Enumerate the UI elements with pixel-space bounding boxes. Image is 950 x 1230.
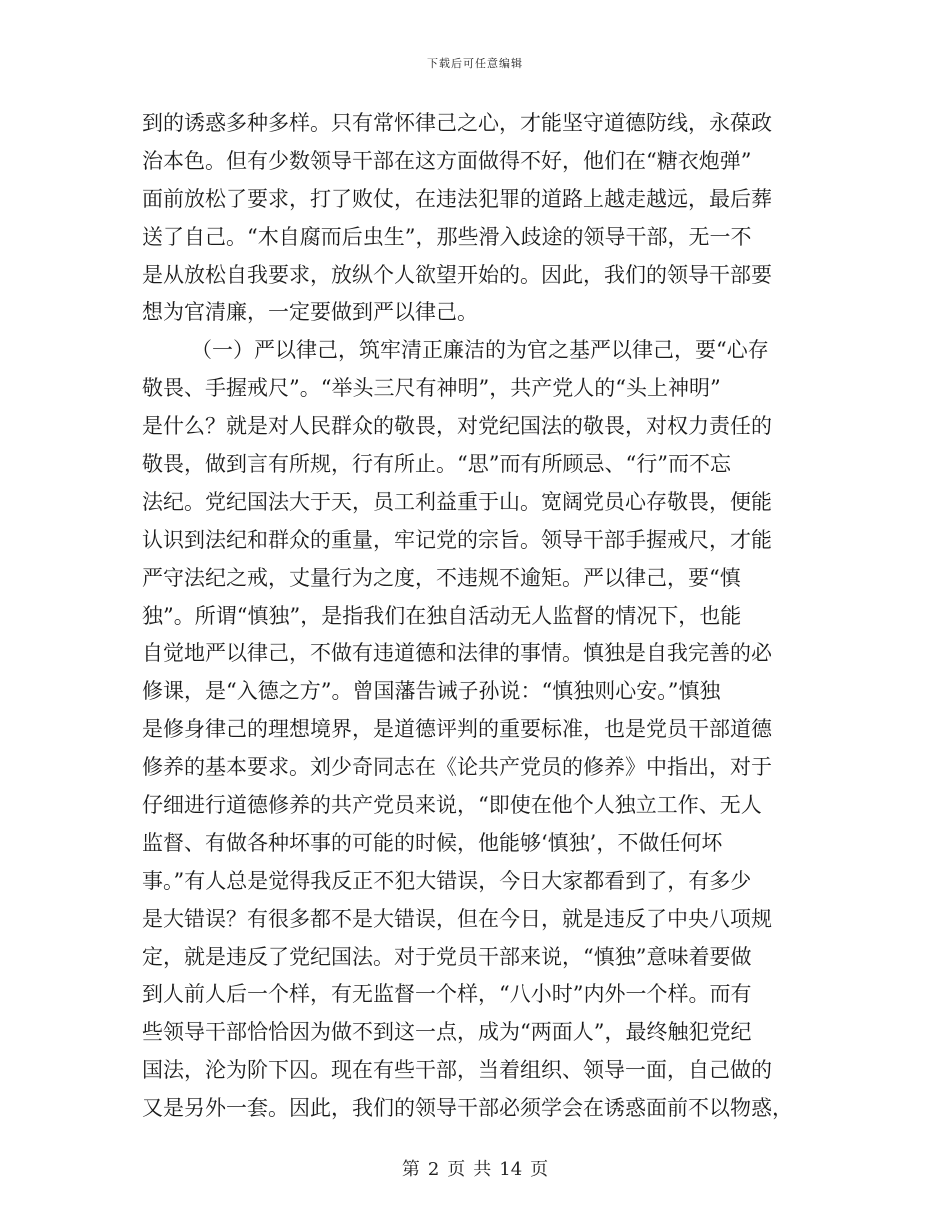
body-text <box>142 105 812 1128</box>
footer-gong: 共 <box>473 1159 492 1180</box>
total-pages: 14 <box>499 1159 523 1180</box>
text-line: 独”。所谓“慎独”，是指我们在独自活动无人监督的情况下，也能 <box>142 603 742 628</box>
text-line: 是从放松自我要求，放纵个人欲望开始的。因此，我们的领导干部要 <box>142 262 772 287</box>
text-line: 到的诱惑多种多样。只有常怀律己之心，才能坚守道德防线，永葆政 <box>142 111 772 135</box>
section-heading-line: （一）严以律己，筑牢清正廉洁的为官之基严以律己，要“心存 <box>191 338 769 363</box>
text-line: 自觉地严以律己，不做有违道德和法律的事情。慎独是自我完善的必 <box>142 641 772 666</box>
footer-ye: 页 <box>447 1159 466 1180</box>
text-line: 是大错误？有很多都不是大错误，但在今日，就是违反了中央八项规 <box>142 906 772 931</box>
text-line: 治本色。但有少数领导干部在这方面做得不好，他们在“糖衣炮弹” <box>142 148 752 173</box>
text-line: 送了自己。“木自腐而后虫生”，那些滑入歧途的领导干部，无一不 <box>142 224 752 249</box>
text-line: 些领导干部恰恰因为做不到这一点，成为“两面人”，最终触犯党纪 <box>142 1020 752 1045</box>
text-line: 仔细进行道德修养的共产党员来说，“即使在他个人独立工作、无人 <box>142 793 762 818</box>
text-line: 又是另外一套。因此，我们的领导干部必须学会在诱惑面前不以物惑， <box>142 1096 793 1121</box>
text-line: 法纪。党纪国法大于天，员工利益重于山。宽阔党员心存敬畏，便能 <box>142 489 772 514</box>
text-line: 是修身律己的理想境界，是道德评判的重要标准，也是党员干部道德 <box>142 717 772 742</box>
text-line: 敬畏，做到言有所规，行有所止。“思”而有所顾忌、“行”而不忘 <box>142 452 731 477</box>
header-note: 下载后可任意编辑 <box>427 57 523 70</box>
text-line: 想为官清廉，一定要做到严以律己。 <box>142 300 478 325</box>
footer-di: 第 <box>401 1159 420 1180</box>
text-line: 严守法纪之戒，丈量行为之度，不违规不逾矩。严以律己，要“慎 <box>142 565 741 590</box>
text-line: 定，就是违反了党纪国法。对于党员干部来说，“慎独”意味着要做 <box>142 944 752 969</box>
text-line: 到人前人后一个样，有无监督一个样，“八小时”内外一个样。而有 <box>142 982 752 1007</box>
text-line: 国法，沦为阶下囚。现在有些干部，当着组织、领导一面，自己做的 <box>142 1058 772 1083</box>
text-line: 是什么？就是对人民群众的敬畏，对党纪国法的敬畏，对权力责任的 <box>142 414 772 439</box>
text-line: 修课，是“入德之方”。曾国藩告诫子孙说：“慎独则心安。”慎独 <box>142 679 721 704</box>
page-number: 2 <box>427 1159 440 1180</box>
page-footer <box>0 1155 950 1181</box>
text-line: 修养的基本要求。刘少奇同志在《论共产党员的修养》中指出，对于 <box>142 755 772 780</box>
text-line: 监督、有做各种坏事的可能的时候，他能够‘慎独’，不做任何坏 <box>142 830 723 855</box>
text-line: 面前放松了要求，打了败仗，在违法犯罪的道路上越走越远，最后葬 <box>142 186 772 211</box>
text-line: 认识到法纪和群众的重量，牢记党的宗旨。领导干部手握戒尺，才能 <box>142 527 772 552</box>
text-line: 事。”有人总是觉得我反正不犯大错误，今日大家都看到了，有多少 <box>142 868 752 893</box>
text-line: 敬畏、手握戒尺”。“举头三尺有神明”，共产党人的“头上神明” <box>142 376 721 401</box>
footer-ye-end: 页 <box>530 1159 549 1180</box>
